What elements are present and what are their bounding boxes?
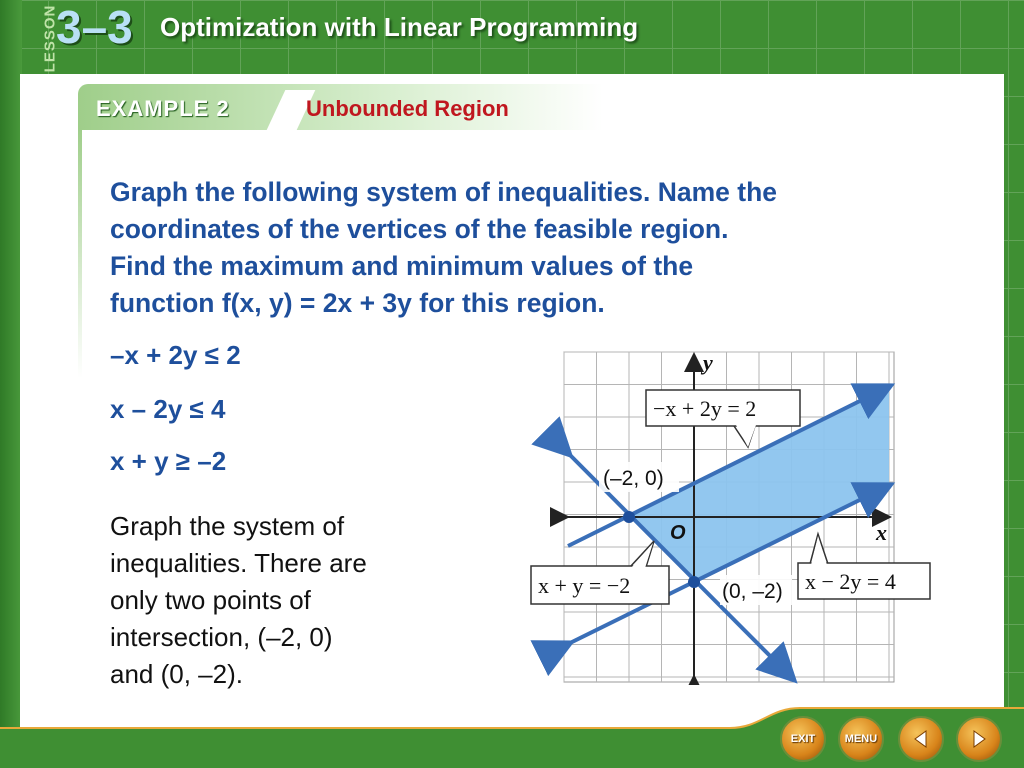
problem-prompt [110,174,990,322]
explanation-text [110,508,470,693]
explanation-line: only two points of [110,585,311,615]
explanation-line: and (0, –2). [110,659,243,689]
vertex-label-a: (–2, 0) [603,467,664,490]
inequality-3: x + y ≥ –2 [110,446,227,476]
example-title: Unbounded Region [306,96,509,121]
vertex-point-a [623,511,635,523]
line-label-1: −x + 2y = 2 [653,396,757,421]
menu-button[interactable] [838,716,884,762]
line-label-3: x + y = −2 [538,573,631,598]
exit-button-label: EXIT [790,733,816,745]
prompt-line: coordinates of the vertices of the feasible region. [110,214,729,244]
inequality-graph [527,345,937,685]
explanation-line: Graph the system of [110,511,345,541]
prompt-line: Graph the following system of inequalities. Name the [110,177,778,207]
vertex-point-b [688,576,700,588]
line-label-2: x − 2y = 4 [805,569,896,594]
vertex-label-b: (0, –2) [722,580,783,603]
inequality-2: x – 2y ≤ 4 [110,394,226,424]
background-left-stripe [0,0,22,768]
menu-button-label: MENU [844,733,878,745]
y-axis-label: y [703,350,713,375]
lesson-tab [38,4,59,73]
previous-button[interactable] [898,716,944,762]
arrow-right-icon [968,728,990,750]
example-banner-edge [78,128,82,378]
lesson-tab-label: LESSON [41,4,59,73]
lesson-number: 3–3 [56,1,133,53]
exit-button[interactable] [780,716,826,762]
origin-label: O [670,522,686,544]
x-axis-label: x [876,520,887,545]
explanation-line: intersection, (–2, 0) [110,622,333,652]
next-button[interactable] [956,716,1002,762]
prompt-line: function f(x, y) = 2x + 3y for this region. [110,288,605,318]
inequality-1: –x + 2y ≤ 2 [110,340,241,370]
example-label: EXAMPLE 2 [96,96,230,121]
lesson-title: Optimization with Linear Programming [160,12,639,42]
arrow-left-icon [910,728,932,750]
prompt-line: Find the maximum and minimum values of the [110,251,694,281]
explanation-line: inequalities. There are [110,548,367,578]
